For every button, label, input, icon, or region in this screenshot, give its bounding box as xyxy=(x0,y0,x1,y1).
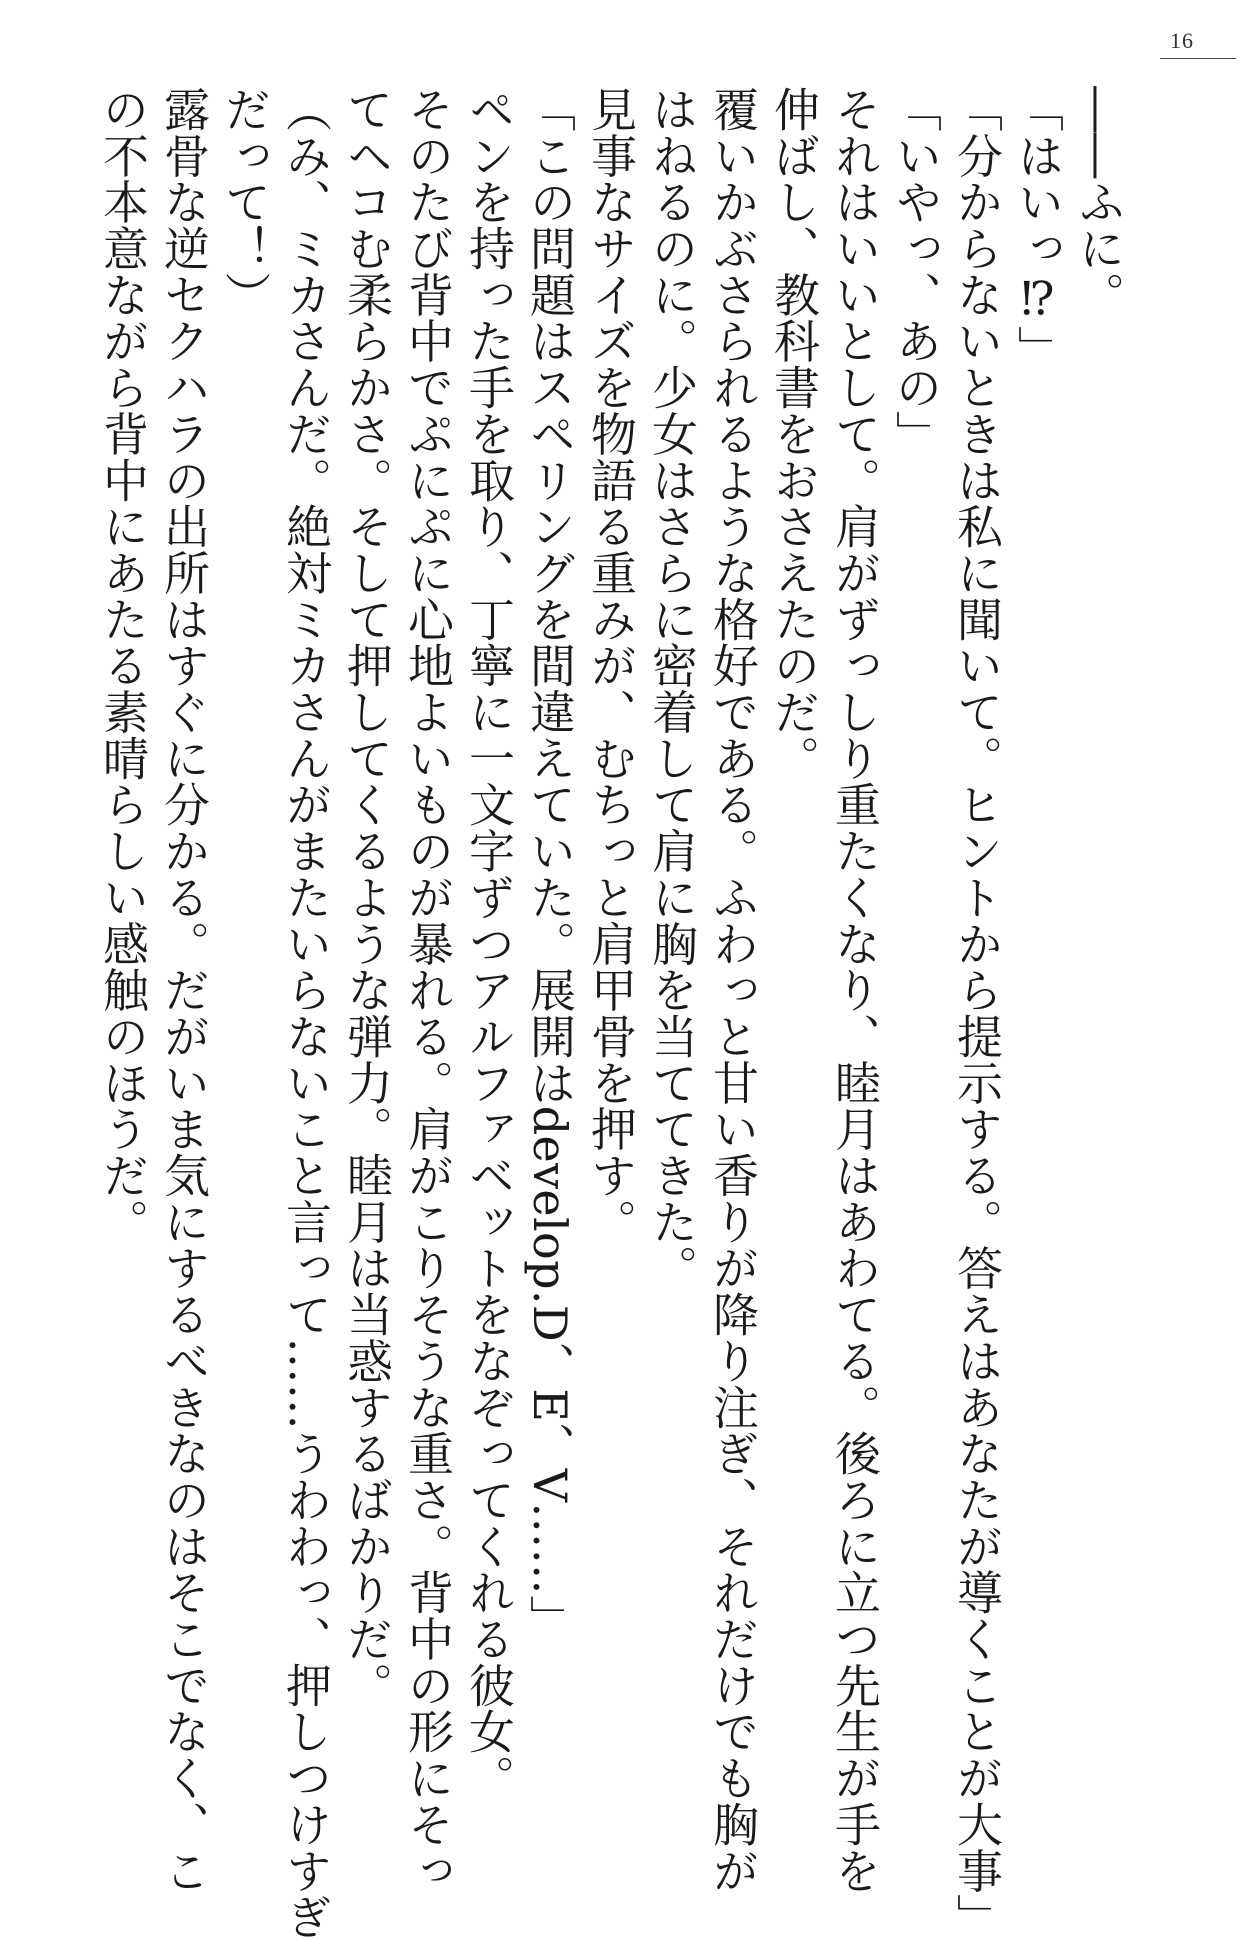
text-line: （み、ミカさんだ。絶対ミカさんがまたいらないこと言って……うわわっ、押しつけすぎ xyxy=(279,86,333,1940)
text-line: ペンを持った手を取り、丁寧に一文字ずつアルファベットをなぞってくれる彼女。 xyxy=(462,86,516,1801)
text-line: 「いやっ、あの」 xyxy=(889,86,943,457)
text-line: ――ふに。 xyxy=(1072,86,1126,318)
text-line: 覆いかぶさられるような格好である。ふわっと甘い香りが降り注ぎ、それだけでも胸が xyxy=(706,86,760,1894)
text-line: はねるのに。少女はさらに密着して肩に胸を当ててきた。 xyxy=(645,86,699,1292)
text-line: それはいいとして。肩がずっしり重たくなり、睦月はあわてる。後ろに立つ先生が手を xyxy=(828,86,882,1894)
text-line: 「はいっ⁉」 xyxy=(1011,86,1065,373)
text-line: 「分からないときは私に聞いて。ヒントから提示する。答えはあなたが導くことが大事」 xyxy=(950,86,1004,1940)
page-number-rule xyxy=(1160,58,1236,59)
text-line: 露骨な逆セクハラの出所はすぐに分かる。だがいま気にするべきなのはそこでなく、こ xyxy=(157,86,211,1894)
page-number: 16 xyxy=(1170,28,1194,53)
text-line: だって！） xyxy=(218,86,272,318)
text-line: 伸ばし、教科書をおさえたのだ。 xyxy=(767,86,821,782)
text-line: そのたび背中でぷにぷに心地よいものが暴れる。肩がこりそうな重さ。背中の形にそっ xyxy=(401,86,455,1894)
text-line: 見事なサイズを物語る重みが、むちっと肩甲骨を押す。 xyxy=(584,86,638,1245)
text-line: 「この問題はスペリングを間違えていた。展開はdevelop.D、E、V……」 xyxy=(523,86,577,1642)
text-line: てヘコむ柔らかさ。そして押してくるような弾力。睦月は当惑するばかりだ。 xyxy=(340,86,394,1709)
vertical-text-body xyxy=(96,86,1129,1940)
text-line: の不本意ながら背中にあたる素晴らしい感触のほうだ。 xyxy=(96,86,150,1245)
